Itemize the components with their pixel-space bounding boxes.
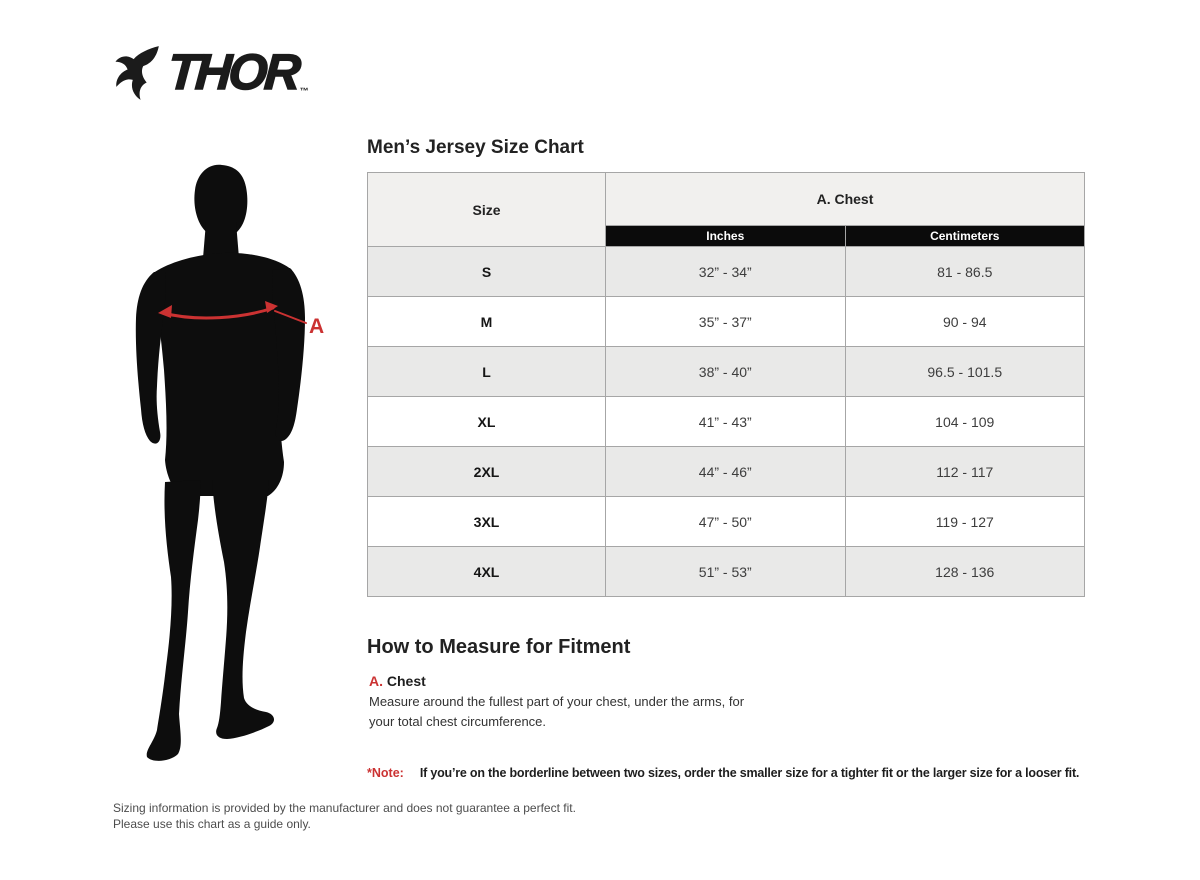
table-row <box>368 247 1085 297</box>
note-text: If you’re on the borderline between two sizes, order the smaller size for a tighter fit or the larger size for a looser fit. <box>419 766 1080 780</box>
inches-cell: 51” - 53” <box>606 547 846 597</box>
size-chart-table <box>367 172 1085 597</box>
measure-key-letter: A. <box>369 673 383 689</box>
size-cell: L <box>368 347 606 397</box>
table-row <box>368 547 1085 597</box>
thor-ram-head-icon <box>112 44 164 102</box>
disclaimer-line-1: Sizing information is provided by the manufacturer and does not guarantee a perfect fit. <box>113 801 576 815</box>
table-row <box>368 397 1085 447</box>
column-header-inches: Inches <box>606 226 846 247</box>
table-row <box>368 447 1085 497</box>
body-measurement-figure <box>128 162 328 762</box>
table-row <box>368 297 1085 347</box>
male-silhouette <box>136 165 305 761</box>
measure-item-description: Measure around the fullest part of your chest, under the arms, for your total chest circumference. <box>369 694 745 730</box>
thor-wordmark: THOR <box>166 44 300 100</box>
table-row <box>368 497 1085 547</box>
size-cell: M <box>368 297 606 347</box>
inches-cell: 44” - 46” <box>606 447 846 497</box>
inches-cell: 35” - 37” <box>606 297 846 347</box>
centimeters-cell: 104 - 109 <box>845 397 1085 447</box>
inches-cell: 41” - 43” <box>606 397 846 447</box>
size-cell: S <box>368 247 606 297</box>
inches-cell: 47” - 50” <box>606 497 846 547</box>
inches-cell: 38” - 40” <box>606 347 846 397</box>
column-header-chest: A. Chest <box>606 173 1085 226</box>
disclaimer <box>113 800 576 832</box>
centimeters-cell: 90 - 94 <box>845 297 1085 347</box>
table-row <box>368 347 1085 397</box>
size-cell: 3XL <box>368 497 606 547</box>
measure-item-heading <box>369 673 769 689</box>
centimeters-cell: 112 - 117 <box>845 447 1085 497</box>
page-title: Men’s Jersey Size Chart <box>367 137 584 158</box>
disclaimer-line-2: Please use this chart as a guide only. <box>113 817 311 832</box>
thor-logo <box>112 44 309 102</box>
centimeters-cell: 81 - 86.5 <box>845 247 1085 297</box>
centimeters-cell: 128 - 136 <box>845 547 1085 597</box>
size-cell: 4XL <box>368 547 606 597</box>
measure-key-name: Chest <box>386 673 426 689</box>
measure-item-chest <box>369 673 769 732</box>
size-cell: XL <box>368 397 606 447</box>
chest-measurement-letter: A <box>309 315 325 338</box>
size-cell: 2XL <box>368 447 606 497</box>
inches-cell: 32” - 34” <box>606 247 846 297</box>
centimeters-cell: 119 - 127 <box>845 497 1085 547</box>
note-label: *Note: <box>367 766 404 780</box>
centimeters-cell: 96.5 - 101.5 <box>845 347 1085 397</box>
column-header-size: Size <box>368 173 606 247</box>
sizing-note <box>367 766 1167 780</box>
column-header-centimeters: Centimeters <box>845 226 1085 247</box>
measure-section-title: How to Measure for Fitment <box>367 636 631 658</box>
table-header-row <box>368 173 1085 226</box>
trademark-symbol: ™ <box>299 86 309 96</box>
